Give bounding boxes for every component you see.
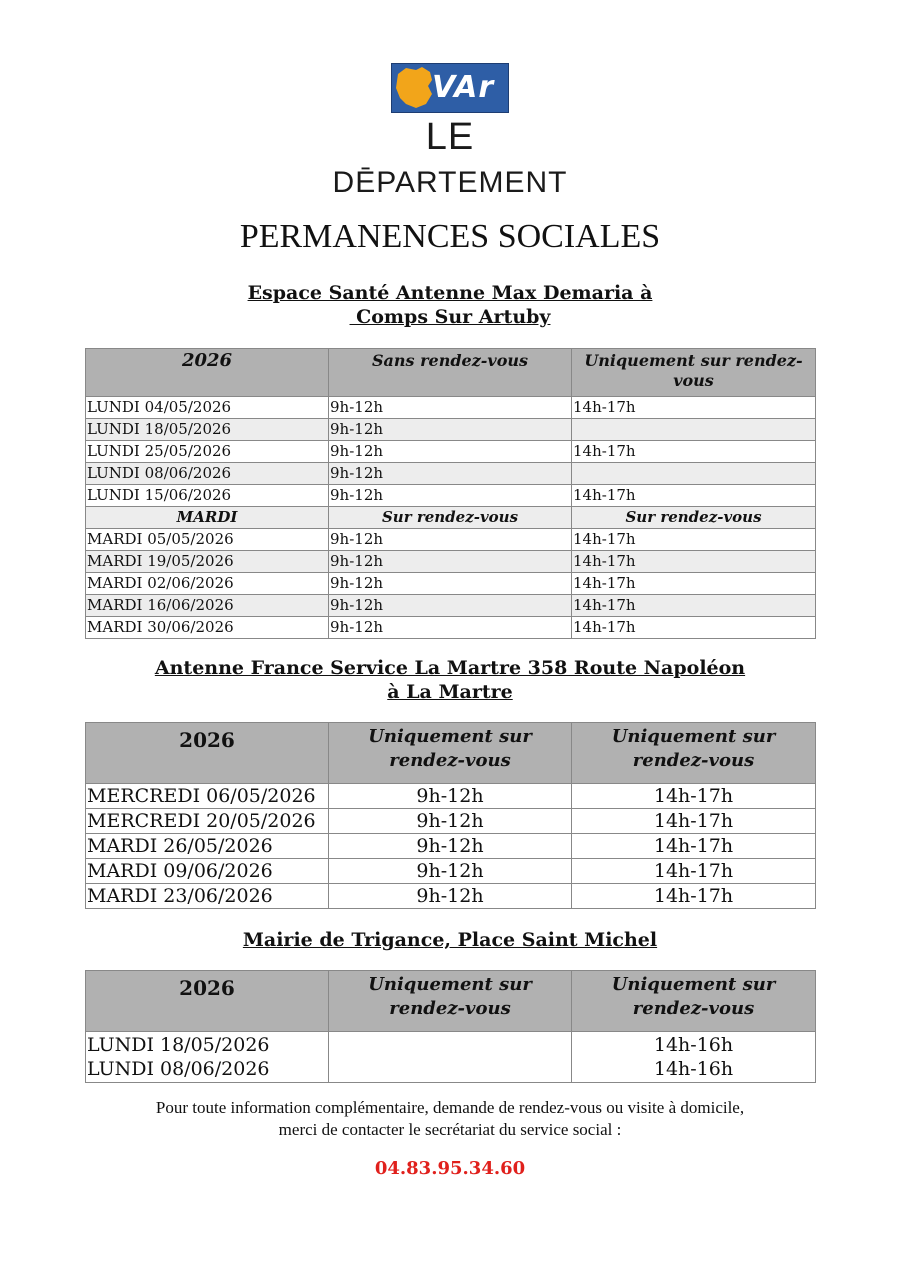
subheader-afternoon: Sur rendez-vous — [572, 507, 816, 529]
morning-cell: 9h-12h — [329, 573, 572, 595]
table-subheader-row — [86, 507, 816, 529]
table-row — [86, 617, 816, 639]
morning-cell: 9h-12h — [329, 784, 572, 809]
header-sur-rdv-afternoon: Uniquement sur rendez-vous — [572, 723, 816, 784]
date-cell: LUNDI 18/05/2026 — [86, 419, 329, 441]
table-row — [86, 441, 816, 463]
table-row — [86, 834, 816, 859]
footer-info — [0, 1097, 900, 1141]
section2-title-line2: à La Martre — [387, 681, 513, 703]
section3-table — [85, 970, 816, 1083]
date-cell: MARDI 16/06/2026 — [86, 595, 329, 617]
section2-table — [85, 722, 816, 909]
header-sur-rdv: Uniquement sur rendez-vous — [572, 349, 816, 397]
department-logo — [320, 60, 580, 199]
date-cell: MARDI 02/06/2026 — [86, 573, 329, 595]
table-header-row — [86, 349, 816, 397]
table-row — [86, 463, 816, 485]
subheader-day: MARDI — [86, 507, 329, 529]
table-row — [86, 595, 816, 617]
afternoon-cell: 14h-17h — [572, 441, 816, 463]
time-line: 14h-16h — [653, 1058, 734, 1080]
morning-cell: 9h-12h — [329, 529, 572, 551]
section1-table — [85, 348, 816, 639]
afternoon-cell: 14h-17h — [572, 595, 816, 617]
table-row — [86, 884, 816, 909]
afternoon-cell: 14h-17h — [572, 617, 816, 639]
morning-cell: 9h-12h — [329, 397, 572, 419]
var-badge — [391, 63, 509, 113]
table-row — [86, 551, 816, 573]
page-title: PERMANENCES SOCIALES — [239, 218, 661, 255]
section1-title-line1: Espace Santé Antenne Max Demaria à — [247, 282, 653, 304]
table-row — [86, 485, 816, 507]
morning-cell: 9h-12h — [329, 419, 572, 441]
afternoon-cell: 14h-17h — [572, 784, 816, 809]
time-line: 14h-16h — [653, 1034, 734, 1056]
morning-cell: 9h-12h — [329, 551, 572, 573]
wordmark-main: DĒPARTEMENT — [332, 166, 568, 199]
table-row — [86, 573, 816, 595]
date-cell: LUNDI 25/05/2026 — [86, 441, 329, 463]
table-row — [86, 397, 816, 419]
table-row — [86, 529, 816, 551]
date-cell: MARDI 09/06/2026 — [86, 859, 329, 884]
morning-cell: 9h-12h — [329, 485, 572, 507]
date-cell: MARDI 30/06/2026 — [86, 617, 329, 639]
morning-cell: 9h-12h — [329, 441, 572, 463]
afternoon-cell — [572, 1032, 816, 1083]
afternoon-cell: 14h-17h — [572, 884, 816, 909]
wordmark-le: LE — [425, 116, 475, 158]
department-wordmark — [320, 116, 580, 202]
date-line: LUNDI 18/05/2026 — [87, 1034, 270, 1056]
header-year: 2026 — [86, 349, 329, 397]
header-sur-rdv-morning: Uniquement sur rendez-vous — [329, 971, 572, 1032]
date-cell: MARDI 19/05/2026 — [86, 551, 329, 573]
afternoon-cell — [572, 419, 816, 441]
afternoon-cell: 14h-17h — [572, 573, 816, 595]
table-row — [86, 1032, 816, 1083]
date-cell: MERCREDI 06/05/2026 — [86, 784, 329, 809]
date-cell: LUNDI 04/05/2026 — [86, 397, 329, 419]
table-header-row — [86, 723, 816, 784]
contact-phone: 04.83.95.34.60 — [374, 1158, 526, 1179]
afternoon-cell: 14h-17h — [572, 397, 816, 419]
afternoon-cell: 14h-17h — [572, 859, 816, 884]
header-sans-rdv: Sans rendez-vous — [329, 349, 572, 397]
section2-title-line1: Antenne France Service La Martre 358 Route Napoléon — [154, 657, 746, 679]
morning-cell: 9h-12h — [329, 884, 572, 909]
table-row — [86, 859, 816, 884]
date-cell: LUNDI 15/06/2026 — [86, 485, 329, 507]
morning-cell: 9h-12h — [329, 463, 572, 485]
afternoon-cell: 14h-17h — [572, 551, 816, 573]
afternoon-cell: 14h-17h — [572, 485, 816, 507]
var-badge-text: VAr — [432, 70, 495, 105]
table-row — [86, 419, 816, 441]
afternoon-cell: 14h-17h — [572, 529, 816, 551]
footer-line2: merci de contacter le secrétariat du service social : — [278, 1120, 622, 1139]
section1-title — [0, 281, 900, 329]
date-cell: MARDI 26/05/2026 — [86, 834, 329, 859]
subheader-morning: Sur rendez-vous — [329, 507, 572, 529]
section3-title: Mairie de Trigance, Place Saint Michel — [242, 929, 658, 951]
section2-title — [0, 656, 900, 704]
date-line: LUNDI 08/06/2026 — [87, 1058, 270, 1080]
header-sur-rdv-morning: Uniquement sur rendez-vous — [329, 723, 572, 784]
header-sur-rdv-afternoon: Uniquement sur rendez-vous — [572, 971, 816, 1032]
table-row — [86, 784, 816, 809]
morning-cell: 9h-12h — [329, 859, 572, 884]
header-year: 2026 — [86, 971, 329, 1032]
morning-cell: 9h-12h — [329, 834, 572, 859]
date-cell: MARDI 23/06/2026 — [86, 884, 329, 909]
section1-title-line2: Comps Sur Artuby — [349, 306, 551, 328]
footer-line1: Pour toute information complémentaire, demande de rendez-vous ou visite à domicile, — [155, 1098, 745, 1117]
header-year: 2026 — [86, 723, 329, 784]
afternoon-cell: 14h-17h — [572, 834, 816, 859]
table-row — [86, 809, 816, 834]
date-cell — [86, 1032, 329, 1083]
date-cell: MARDI 05/05/2026 — [86, 529, 329, 551]
morning-cell: 9h-12h — [329, 617, 572, 639]
date-cell: LUNDI 08/06/2026 — [86, 463, 329, 485]
date-cell: MERCREDI 20/05/2026 — [86, 809, 329, 834]
morning-cell: 9h-12h — [329, 595, 572, 617]
afternoon-cell: 14h-17h — [572, 809, 816, 834]
morning-cell — [329, 1032, 572, 1083]
table-header-row — [86, 971, 816, 1032]
afternoon-cell — [572, 463, 816, 485]
morning-cell: 9h-12h — [329, 809, 572, 834]
